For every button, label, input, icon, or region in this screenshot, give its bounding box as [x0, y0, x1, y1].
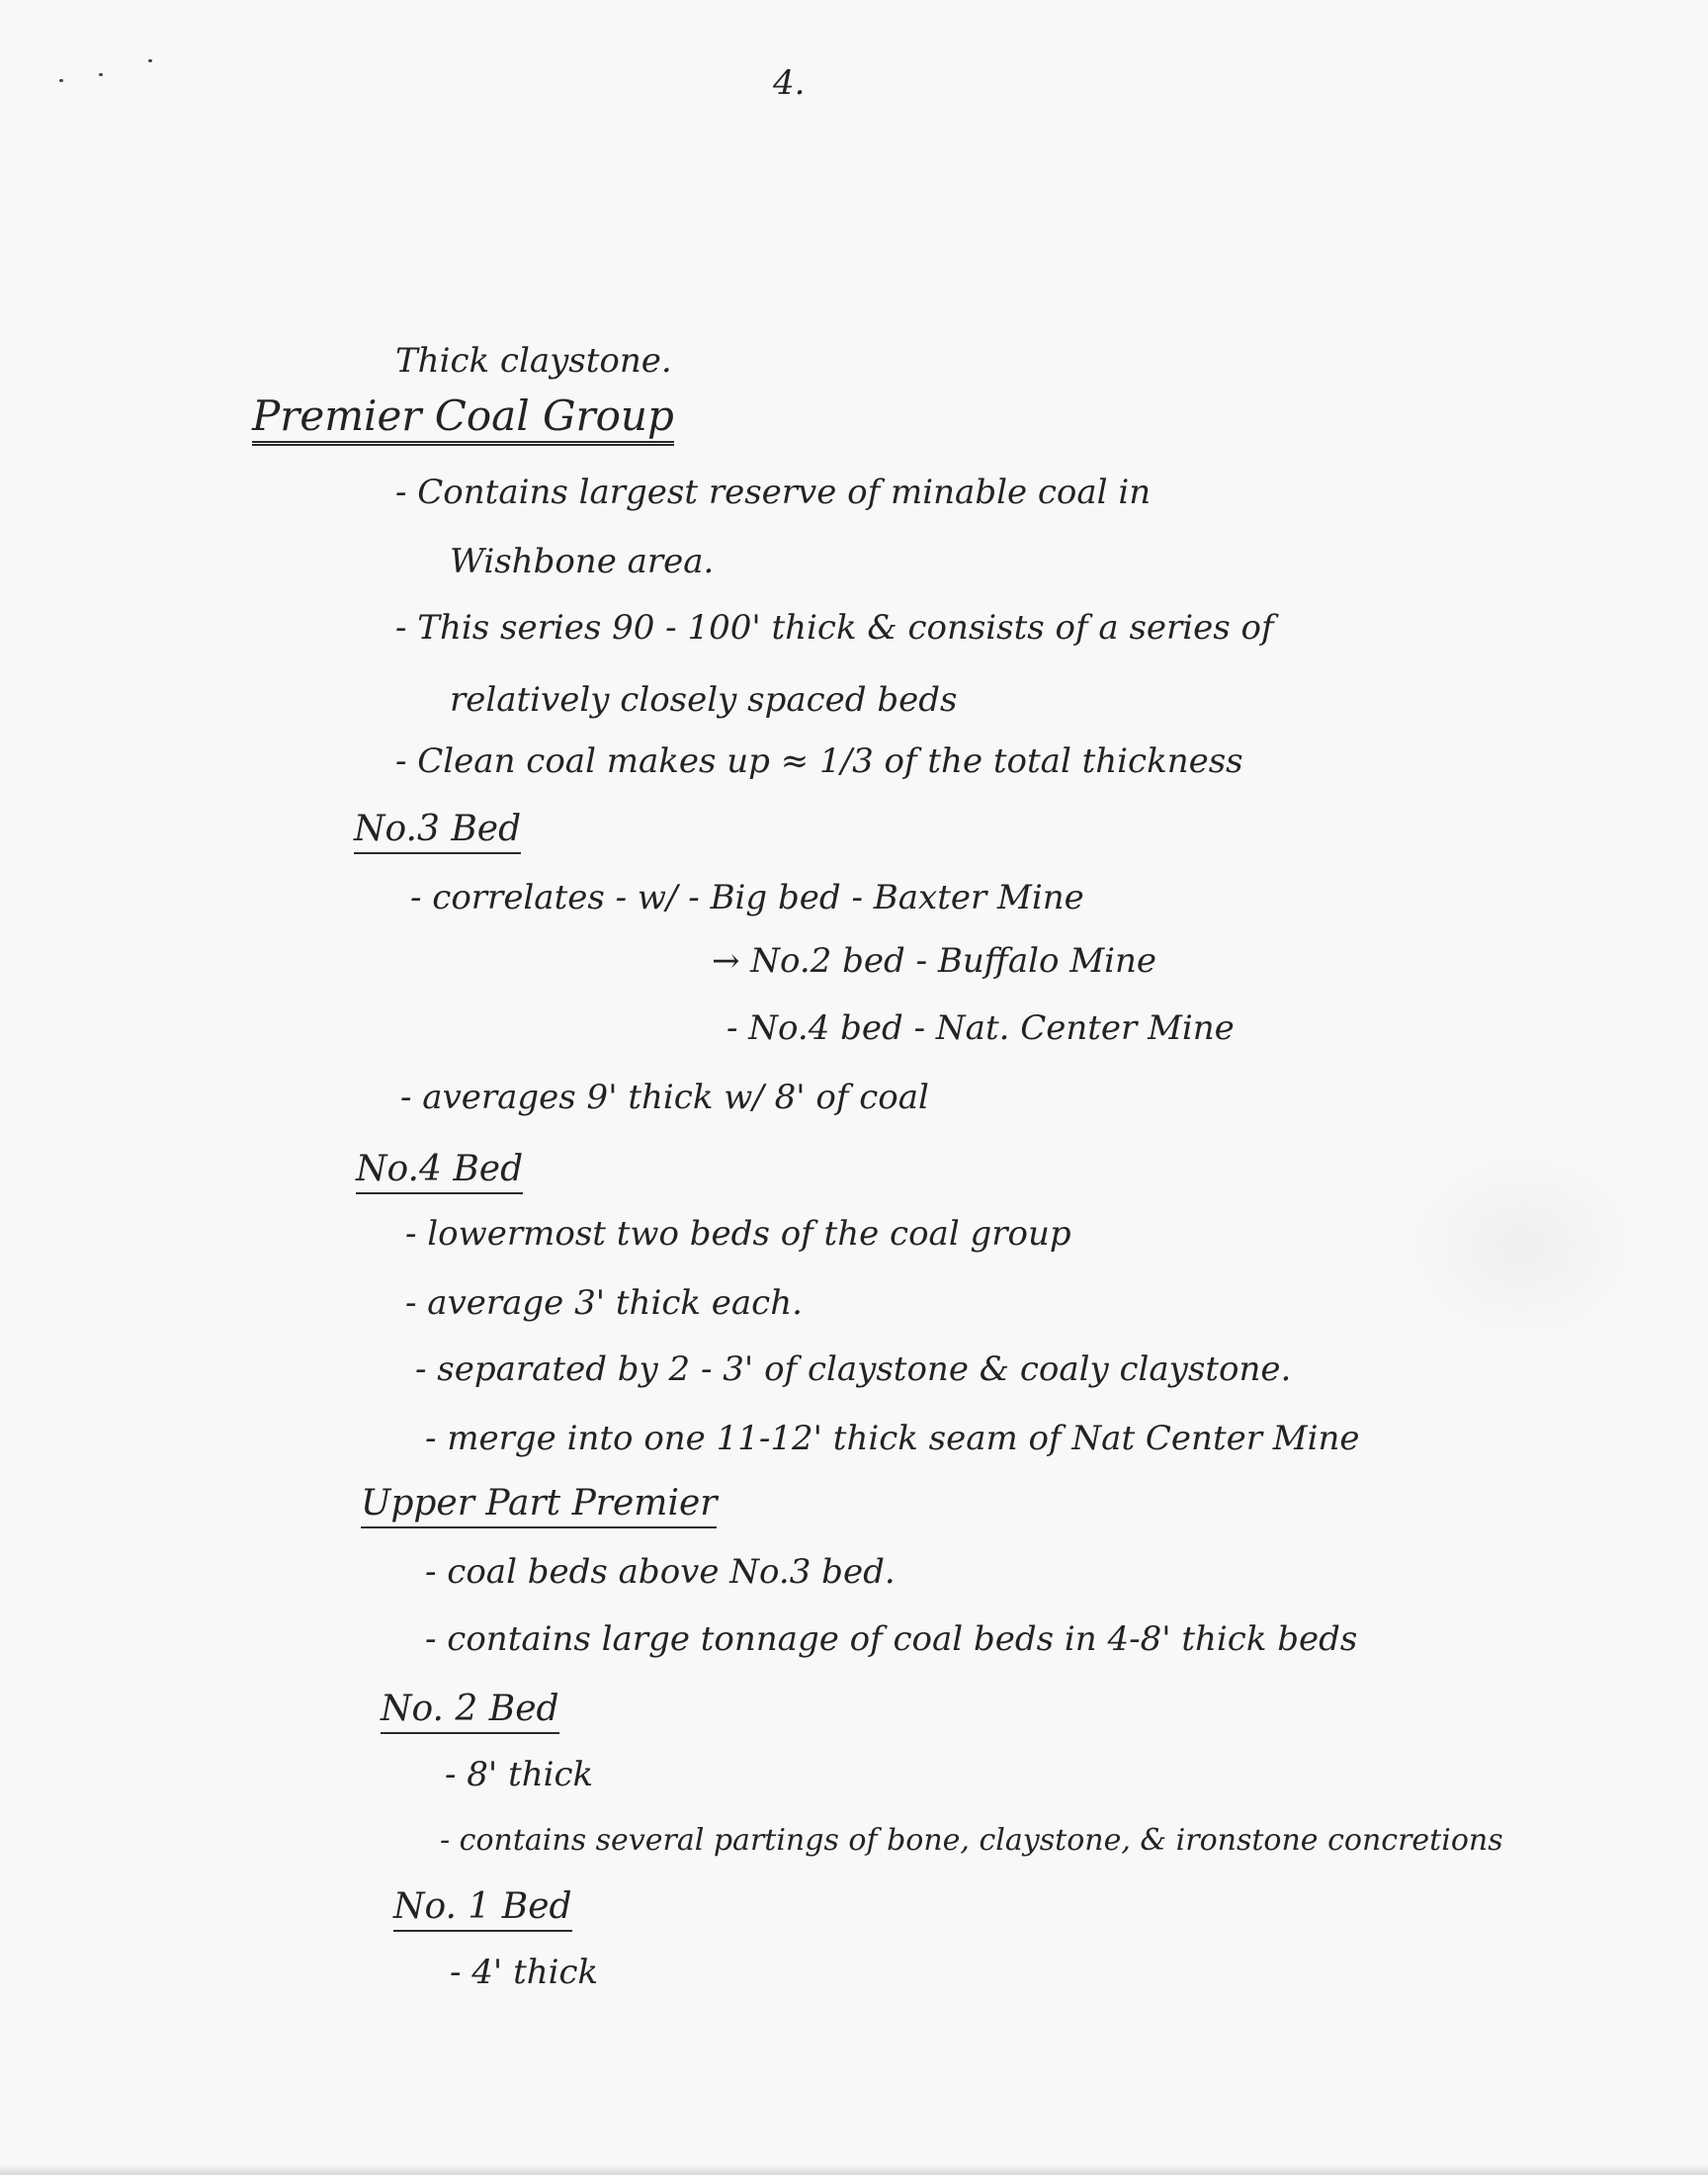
scan-speck — [99, 73, 103, 76]
no4-note-c: - separated by 2 - 3' of claystone & coaly claystone. — [415, 1349, 1292, 1389]
premier-note-2-cont: relatively closely spaced beds — [450, 680, 958, 720]
no3-note-d: - averages 9' thick w/ 8' of coal — [400, 1078, 929, 1117]
premier-note-3: - Clean coal makes up ≈ 1/3 of the total thickness — [395, 741, 1243, 781]
premier-note-1-cont: Wishbone area. — [450, 542, 715, 581]
scan-speck — [148, 59, 152, 62]
no2-note-a: - 8' thick — [445, 1755, 594, 1794]
no3-note-a: - correlates - w/ - Big bed - Baxter Mine — [410, 878, 1084, 917]
upper-note-b: - contains large tonnage of coal beds in 4-8' thick beds — [425, 1619, 1358, 1659]
no3-note-c: - No.4 bed - Nat. Center Mine — [726, 1008, 1235, 1048]
no2-note-b: - contains several partings of bone, claystone, & ironstone concretions — [440, 1823, 1503, 1858]
no2-bed-heading: No. 2 Bed — [381, 1689, 559, 1734]
no4-note-d: - merge into one 11-12' thick seam of Nat Center Mine — [425, 1419, 1360, 1458]
upper-note-a: - coal beds above No.3 bed. — [425, 1552, 896, 1592]
premier-note-2: - This series 90 - 100' thick & consists of a series of — [395, 608, 1274, 648]
no1-note-a: - 4' thick — [450, 1953, 599, 1992]
premier-note-1: - Contains largest reserve of minable coal in — [395, 473, 1152, 512]
page-number: 4. — [773, 63, 806, 103]
no3-bed-heading: No.3 Bed — [354, 809, 521, 854]
scan-speck — [59, 79, 63, 82]
no3-note-b: → No.2 bed - Buffalo Mine — [712, 941, 1157, 981]
no4-note-a: - lowermost two beds of the coal group — [405, 1214, 1071, 1254]
no4-note-b: - average 3' thick each. — [405, 1283, 803, 1323]
no4-bed-heading: No.4 Bed — [356, 1149, 523, 1194]
page-bottom-edge — [0, 2165, 1708, 2175]
premier-coal-group-heading: Premier Coal Group — [252, 395, 674, 446]
no1-bed-heading: No. 1 Bed — [393, 1886, 572, 1932]
intro-line: Thick claystone. — [395, 341, 672, 381]
upper-part-premier-heading: Upper Part Premier — [361, 1483, 717, 1528]
